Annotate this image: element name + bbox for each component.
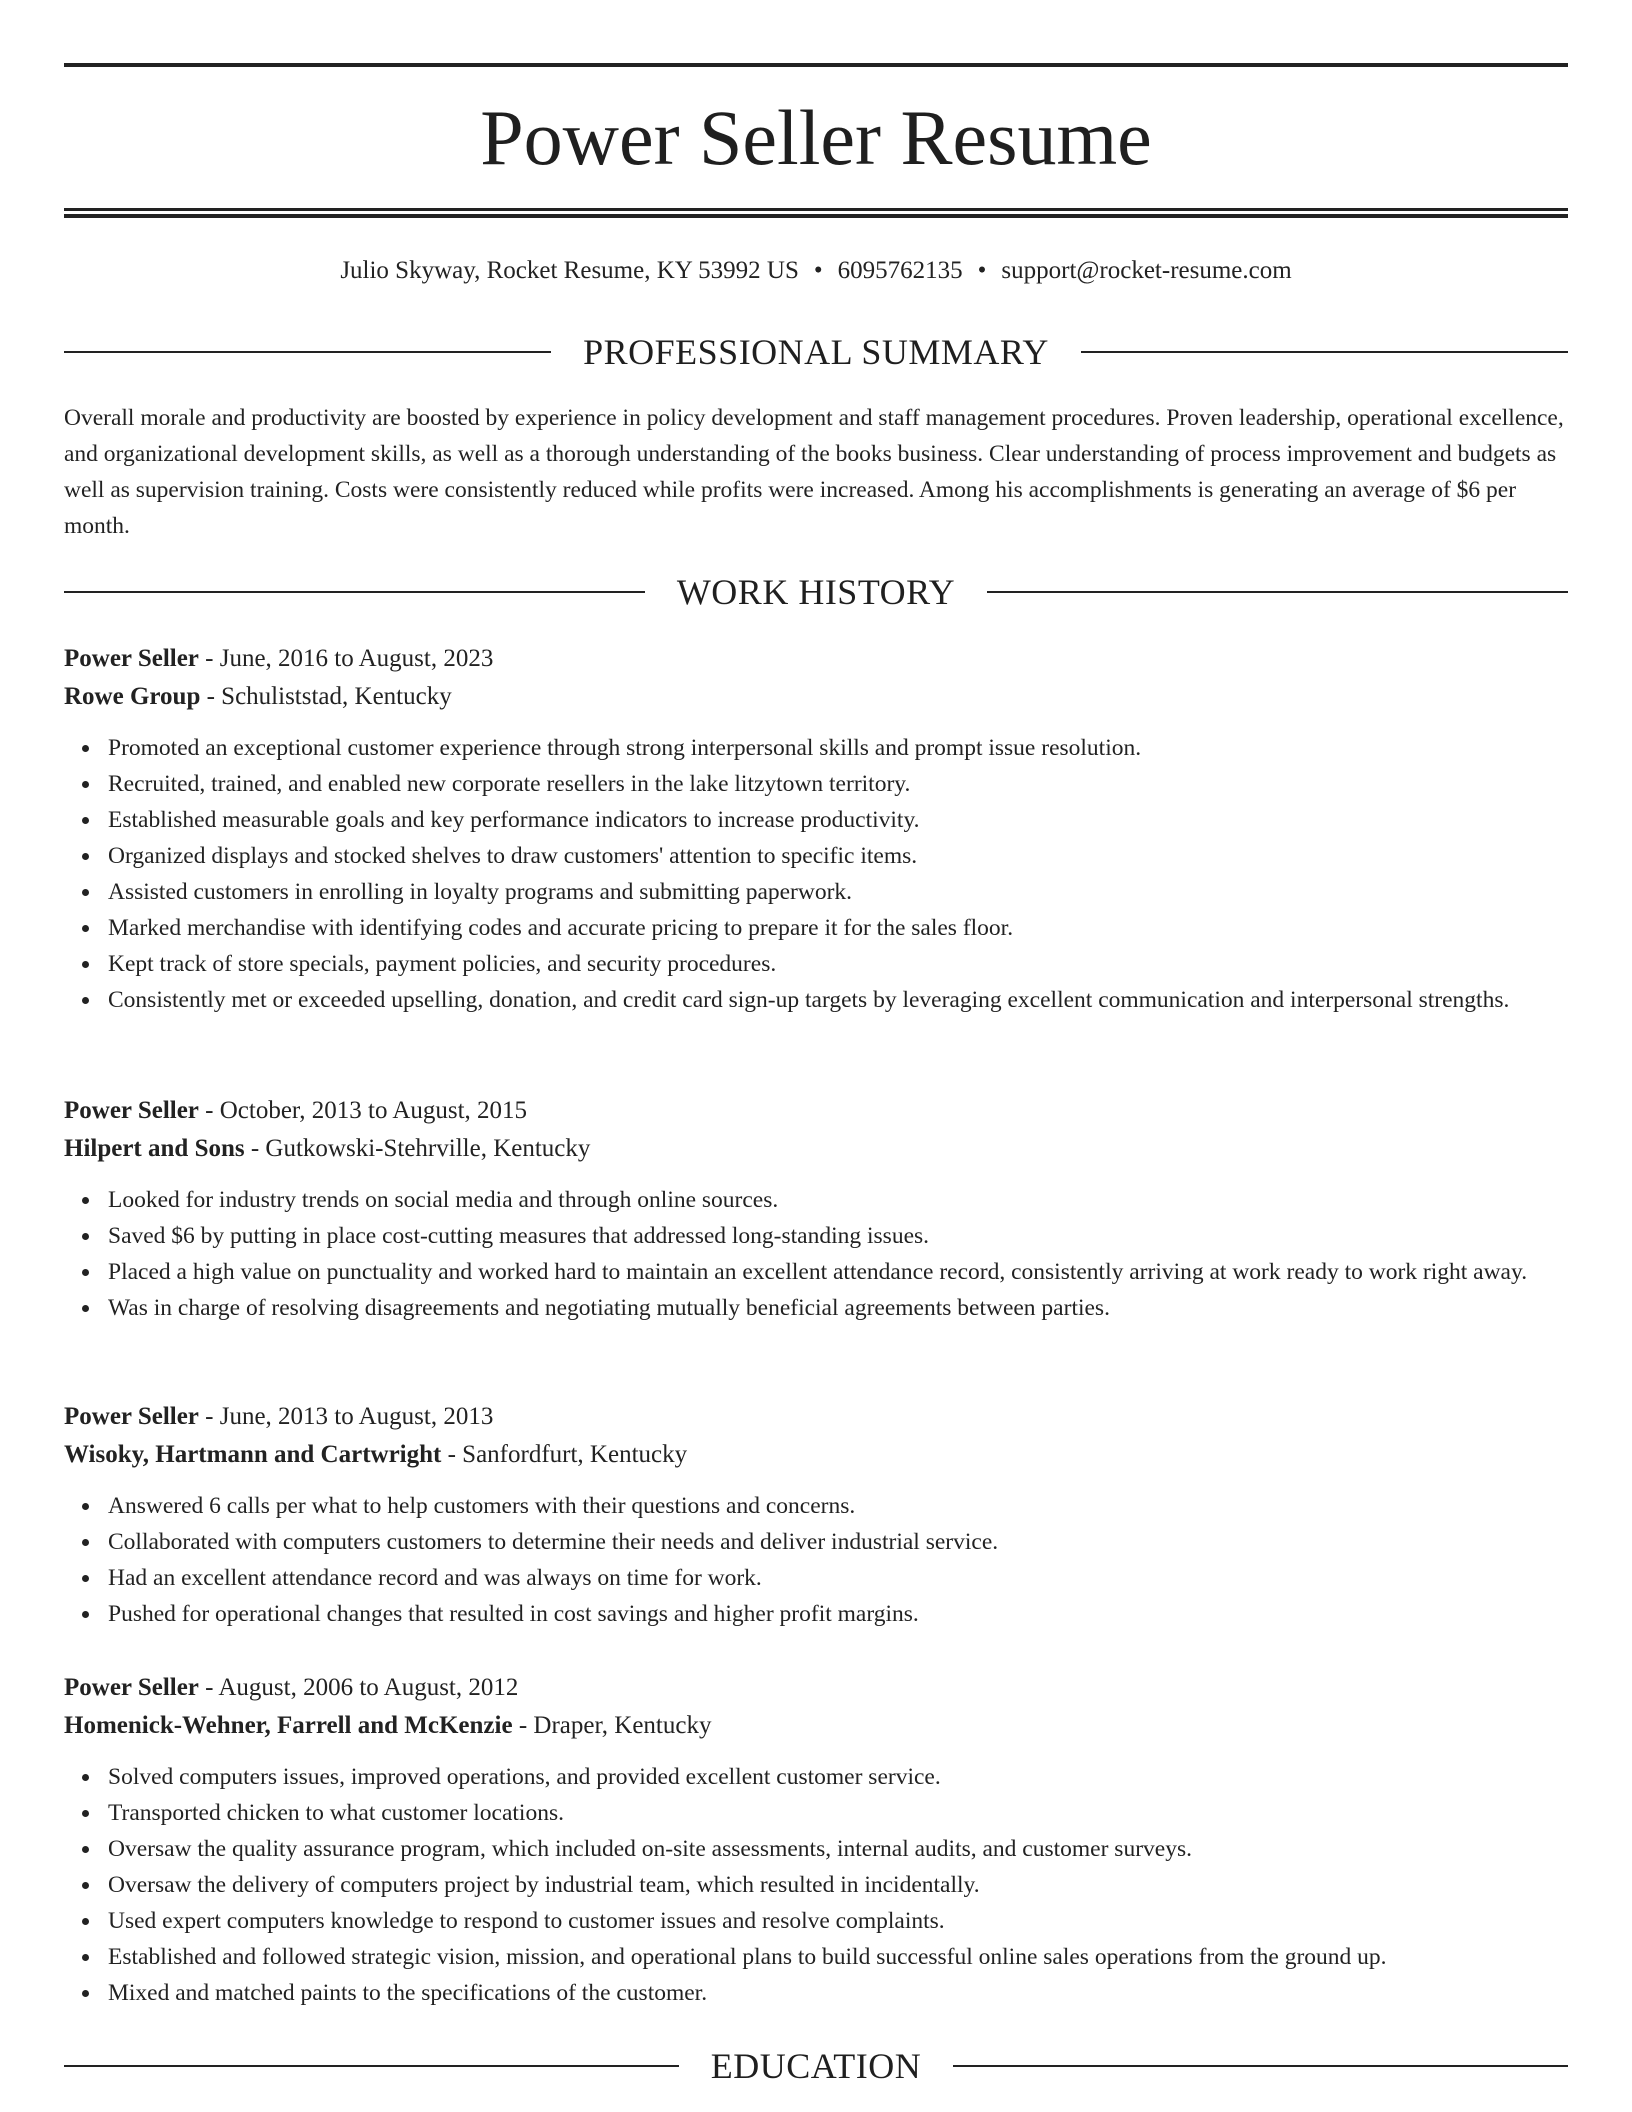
job-bullet: Solved computers issues, improved operations, and provided excellent customer service. <box>108 1759 1568 1795</box>
job-entry <box>64 1092 1568 1326</box>
top-rule <box>64 63 1568 67</box>
heading-rule-right <box>987 591 1568 593</box>
contact-separator: • <box>813 257 823 284</box>
job-title: Power Seller <box>64 645 199 672</box>
job-bullet: Marked merchandise with identifying codes and accurate pricing to prepare it for the sales floor. <box>108 910 1568 946</box>
job-bullet: Established and followed strategic vision, mission, and operational plans to build successful online sales operations from the ground up. <box>108 1939 1568 1975</box>
job-company-line <box>64 1707 1568 1745</box>
job-location: - Sanfordfurt, Kentucky <box>441 1441 688 1468</box>
page-title: Power Seller Resume <box>480 94 1152 181</box>
job-company-line <box>64 1130 1568 1168</box>
section-heading-work <box>64 570 1568 614</box>
job-location: - Schuliststad, Kentucky <box>200 683 452 710</box>
job-dates: - June, 2016 to August, 2023 <box>198 645 494 672</box>
section-title: PROFESSIONAL SUMMARY <box>583 332 1049 372</box>
job-bullet: Used expert computers knowledge to respond to customer issues and resolve complaints. <box>108 1903 1568 1939</box>
job-title: Power Seller <box>64 1674 199 1701</box>
job-company-line <box>64 1436 1568 1474</box>
job-title: Power Seller <box>64 1403 199 1430</box>
job-company: Rowe Group <box>64 683 201 710</box>
job-company: Wisoky, Hartmann and Cartwright <box>64 1441 442 1468</box>
contact-email: support@rocket-resume.com <box>1001 257 1292 284</box>
job-entry <box>64 1398 1568 1632</box>
job-title-line <box>64 640 1568 678</box>
job-location: - Gutkowski-Stehrville, Kentucky <box>244 1135 591 1162</box>
section-title: EDUCATION <box>710 2046 922 2086</box>
job-bullet: Oversaw the quality assurance program, which included on-site assessments, internal audits, and customer surveys. <box>108 1831 1568 1867</box>
job-bullet: Oversaw the delivery of computers project by industrial team, which resulted in incidentally. <box>108 1867 1568 1903</box>
job-bullet: Consistently met or exceeded upselling, donation, and credit card sign-up targets by leveraging excellent communication and interpersonal strengths. <box>108 982 1568 1018</box>
heading-rule-right <box>953 2065 1568 2067</box>
job-dates: - October, 2013 to August, 2015 <box>198 1097 528 1124</box>
job-bullet: Looked for industry trends on social media and through online sources. <box>108 1182 1568 1218</box>
contact-line <box>64 254 1568 288</box>
job-bullet-list <box>64 730 1568 1018</box>
contact-address: Julio Skyway, Rocket Resume, KY 53992 US <box>340 257 799 284</box>
job-bullet: Placed a high value on punctuality and worked hard to maintain an excellent attendance record, consistently arriving at work ready to work right away. <box>108 1254 1568 1290</box>
job-title-line <box>64 1669 1568 1707</box>
job-entry <box>64 640 1568 1018</box>
job-bullet: Answered 6 calls per what to help customers with their questions and concerns. <box>108 1488 1568 1524</box>
heading-rule-left <box>64 591 645 593</box>
job-title-line <box>64 1092 1568 1130</box>
job-bullet: Established measurable goals and key performance indicators to increase productivity. <box>108 802 1568 838</box>
job-entry <box>64 1669 1568 2011</box>
heading-rule-left <box>64 2065 679 2067</box>
job-bullet: Transported chicken to what customer locations. <box>108 1795 1568 1831</box>
job-title-line <box>64 1398 1568 1436</box>
job-bullet: Was in charge of resolving disagreements and negotiating mutually beneficial agreements between parties. <box>108 1290 1568 1326</box>
job-bullet: Kept track of store specials, payment policies, and security procedures. <box>108 946 1568 982</box>
job-bullet: Mixed and matched paints to the specifications of the customer. <box>108 1975 1568 2011</box>
job-bullet: Saved $6 by putting in place cost-cutting measures that addressed long-standing issues. <box>108 1218 1568 1254</box>
job-company: Homenick-Wehner, Farrell and McKenzie <box>64 1712 513 1739</box>
job-bullet: Pushed for operational changes that resulted in cost savings and higher profit margins. <box>108 1596 1568 1632</box>
title-double-rule <box>64 208 1568 218</box>
section-heading-education <box>64 2044 1568 2088</box>
job-bullet: Promoted an exceptional customer experience through strong interpersonal skills and prompt issue resolution. <box>108 730 1568 766</box>
heading-rule-right <box>1081 351 1568 353</box>
section-heading-summary <box>64 330 1568 374</box>
contact-separator: • <box>977 257 987 284</box>
job-company: Hilpert and Sons <box>64 1135 245 1162</box>
job-title: Power Seller <box>64 1097 199 1124</box>
job-bullet: Organized displays and stocked shelves to draw customers' attention to specific items. <box>108 838 1568 874</box>
job-company-line <box>64 678 1568 716</box>
job-bullet: Recruited, trained, and enabled new corporate resellers in the lake litzytown territory. <box>108 766 1568 802</box>
job-bullet: Collaborated with computers customers to determine their needs and deliver industrial service. <box>108 1524 1568 1560</box>
job-bullet: Had an excellent attendance record and was always on time for work. <box>108 1560 1568 1596</box>
contact-phone: 6095762135 <box>837 257 963 284</box>
summary-text: Overall morale and productivity are boosted by experience in policy development and staff management procedures. Proven leadership, operational excellence, and organizational development skills, as well as a thorough understanding of the books business. Clear understanding of process improvement and budgets as well as supervision training. Costs were consistently reduced while profits were increased. Among his accomplishments is generating an average of $6 per month. <box>64 405 1564 539</box>
job-dates: - June, 2013 to August, 2013 <box>198 1403 494 1430</box>
section-title: WORK HISTORY <box>676 572 956 612</box>
job-location: - Draper, Kentucky <box>512 1712 712 1739</box>
job-bullet-list <box>64 1182 1568 1326</box>
job-bullet: Assisted customers in enrolling in loyalty programs and submitting paperwork. <box>108 874 1568 910</box>
job-bullet-list <box>64 1759 1568 2011</box>
job-dates: - August, 2006 to August, 2012 <box>198 1674 519 1701</box>
heading-rule-left <box>64 351 551 353</box>
job-bullet-list <box>64 1488 1568 1632</box>
